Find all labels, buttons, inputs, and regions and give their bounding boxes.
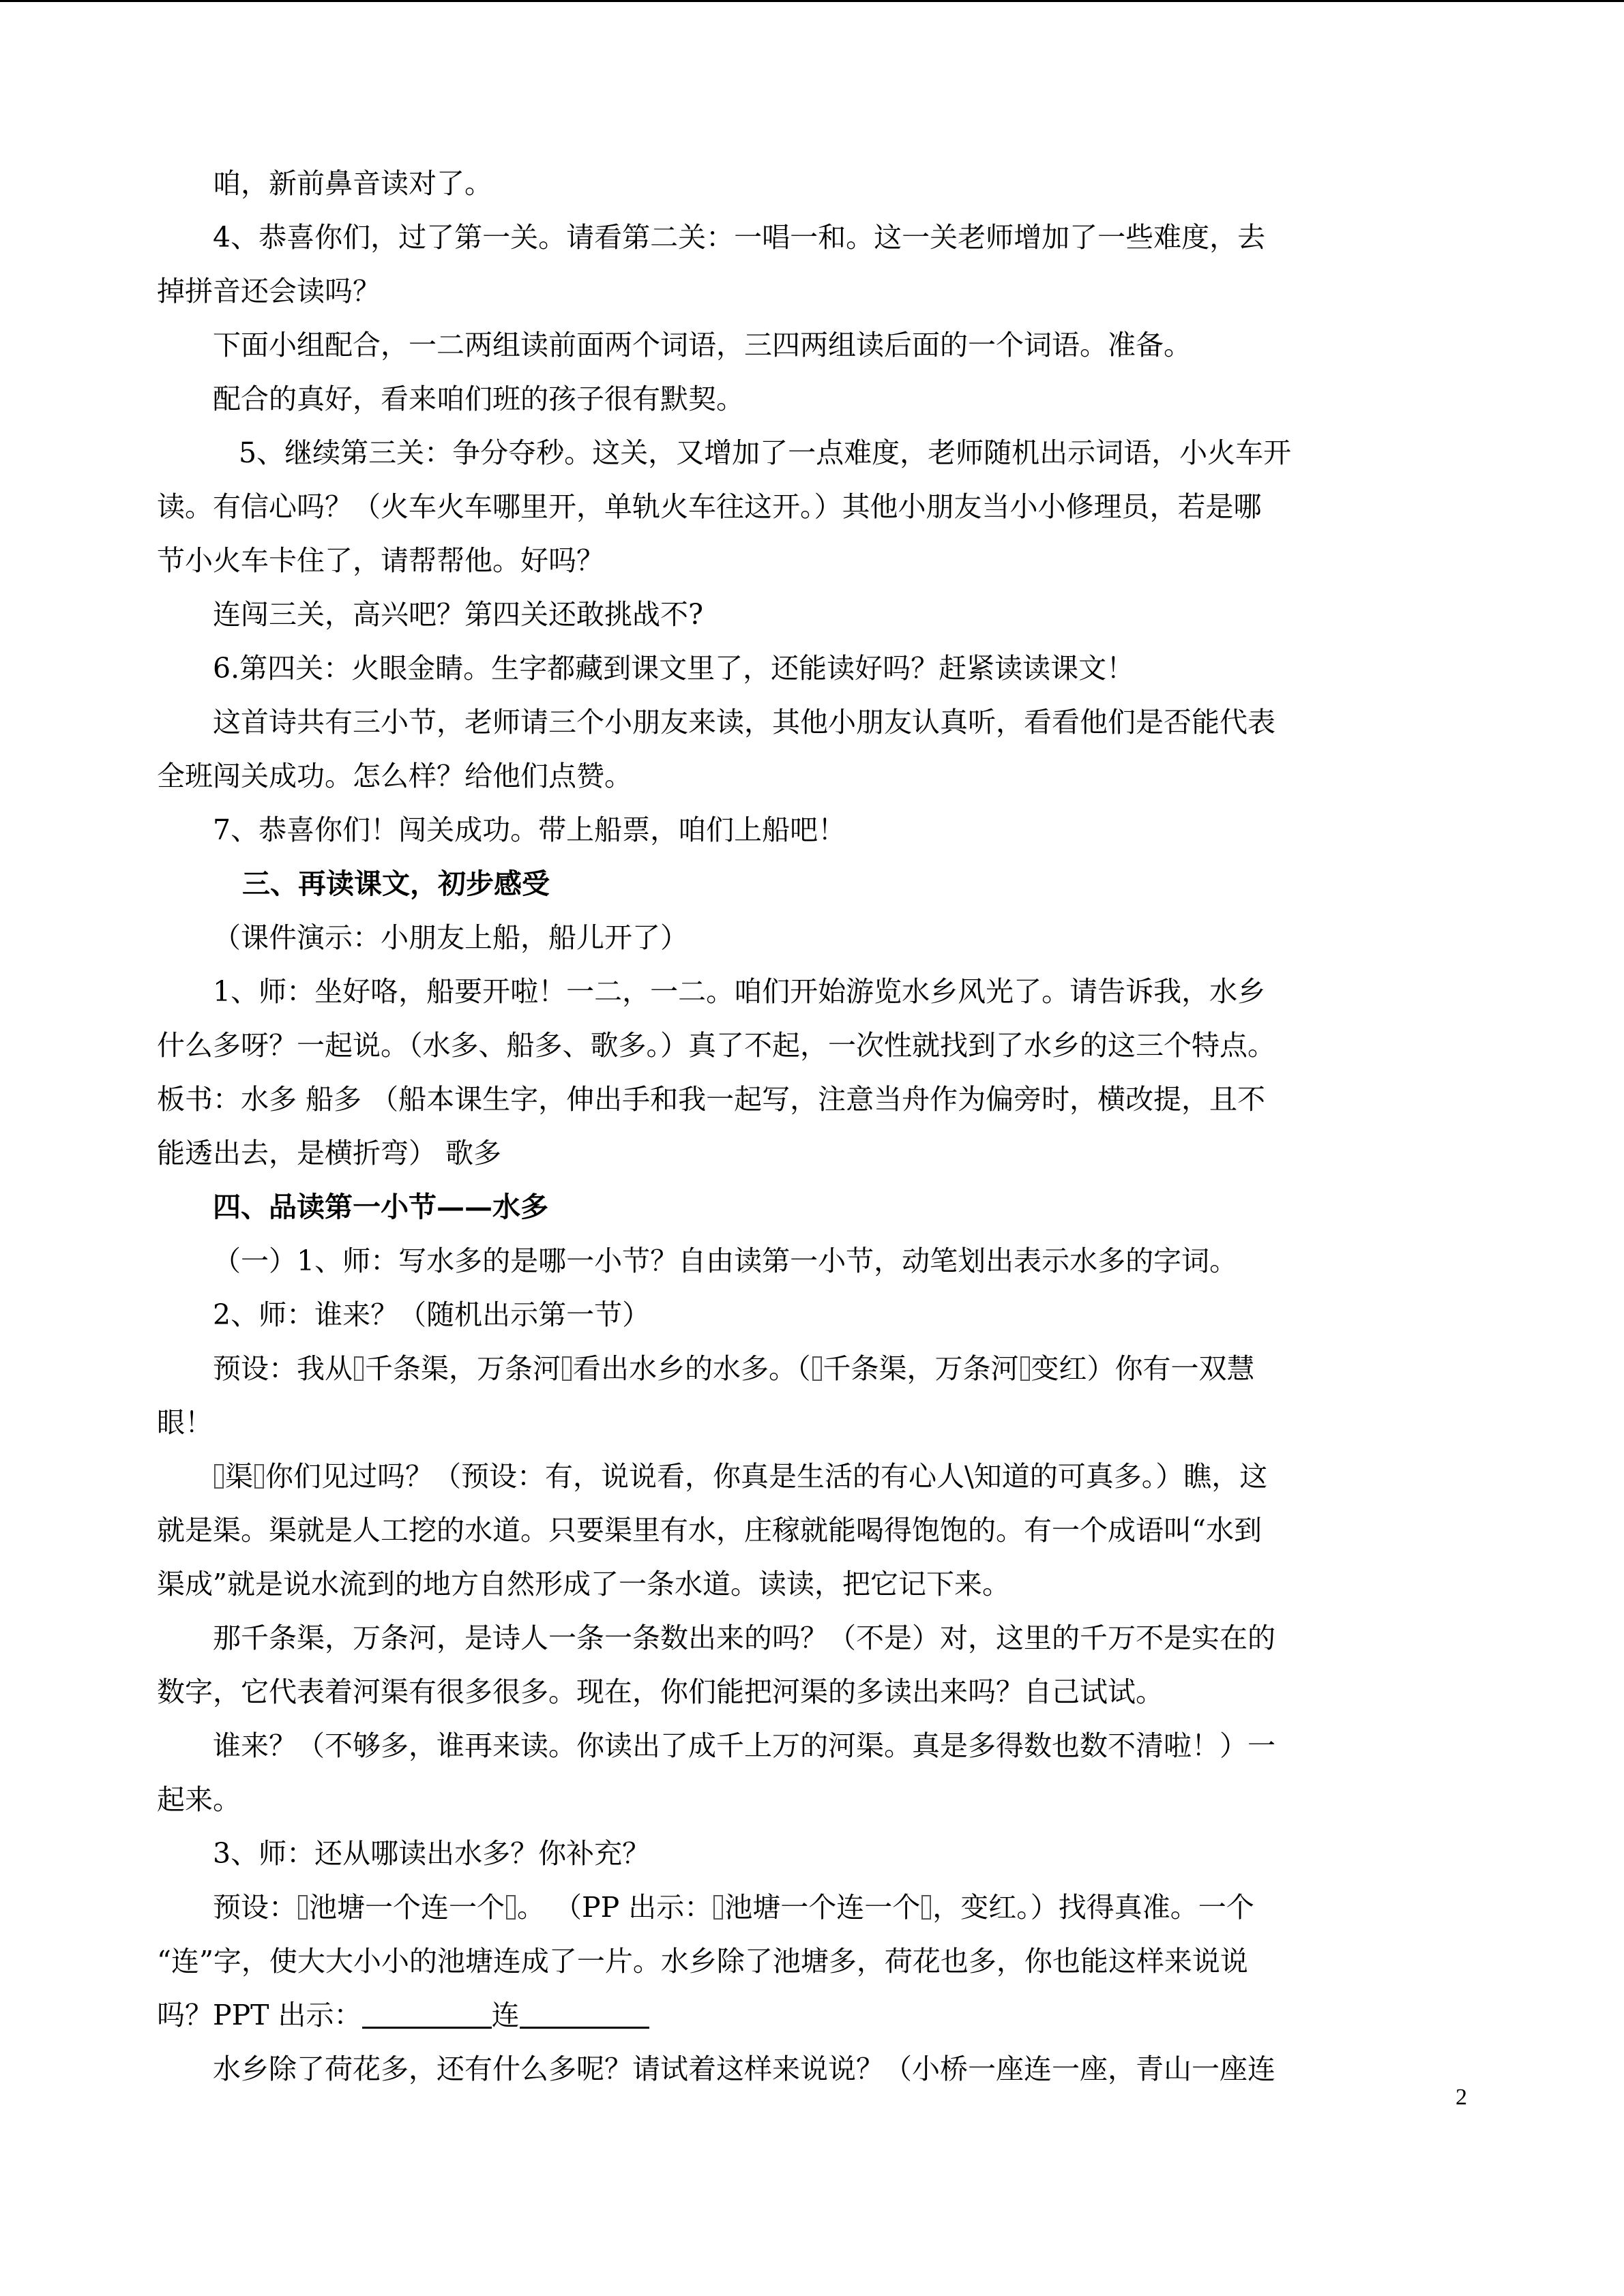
fill-in-blank <box>362 2002 492 2029</box>
paragraph-line: 4、恭喜你们，过了第一关。请看第二关：一唱一和。这一关老师增加了一些难度，去 <box>213 221 1266 254</box>
line-text: 变红）你有一双慧 <box>1031 1352 1255 1385</box>
missing-glyph-box <box>354 1356 364 1381</box>
line-text: ，变红。）找得真准。一个 <box>932 1891 1254 1924</box>
line-text: 千条渠，万条河 <box>365 1352 561 1385</box>
paragraph-line: 掉拼音还会读吗？ <box>157 275 381 308</box>
paragraph-line: 渠成”就是说水流到的地方自然形成了一条水道。读读，把它记下来。 <box>157 1568 1010 1600</box>
line-text: 吗？PPT 出示： <box>157 1999 362 2031</box>
section-heading: 三、再读课文，初步感受 <box>242 867 550 900</box>
missing-glyph-box <box>562 1356 572 1381</box>
missing-glyph-box <box>713 1895 723 1920</box>
paragraph-line: 6.第四关：火眼金睛。生字都藏到课文里了，还能读好吗？赶紧读读课文！ <box>213 652 1135 685</box>
missing-glyph-box <box>921 1895 931 1920</box>
line-text: 看出水乡的水多。（ <box>573 1352 811 1385</box>
missing-glyph-box <box>812 1356 822 1381</box>
paragraph-line: 1、师：坐好咯，船要开啦！一二，一二。咱们开始游览水乡风光了。请告诉我，水乡 <box>213 975 1266 1008</box>
missing-glyph-box <box>254 1464 264 1489</box>
paragraph-line: 那千条渠，万条河，是诗人一条一条数出来的吗？（不是）对，这里的千万不是实在的 <box>213 1622 1275 1654</box>
paragraph-line: （课件演示：小朋友上船，船儿开了） <box>213 921 688 954</box>
paragraph-line: 数字，它代表着河渠有很多很多。现在，你们能把河渠的多读出来吗？自己试试。 <box>157 1675 1164 1708</box>
paragraph-line: 连闯三关，高兴吧？第四关还敢挑战不? <box>213 598 703 631</box>
paragraph-line <box>157 1988 1466 2042</box>
paragraph-line: 5、继续第三关：争分夺秒。这关，又增加了一点难度，老师随机出示词语，小火车开 <box>239 436 1292 469</box>
line-text: 千条渠，万条河 <box>823 1352 1019 1385</box>
fill-in-blank <box>520 2002 649 2029</box>
paragraph-line: 3、师：还从哪读出水多？你补充？ <box>213 1837 651 1870</box>
paragraph-line: 就是渠。渠就是人工挖的水道。只要渠里有水，庄稼就能喝得饱饱的。有一个成语叫“水到 <box>157 1514 1262 1547</box>
line-text: 池塘一个连一个 <box>724 1891 921 1924</box>
paragraph-line: 水乡除了荷花多，还有什么多呢？请试着这样来说说？（小桥一座连一座，青山一座连 <box>213 2053 1275 2085</box>
paragraph-line: 谁来？（不够多，谁再来读。你读出了成千上万的河渠。真是多得数也数不清啦！）一 <box>213 1729 1275 1762</box>
line-text: 你们见过吗？（预设：有，说说看，你真是生活的有心人\知道的可真多。）瞧，这 <box>265 1460 1268 1493</box>
paragraph-line: 全班闯关成功。怎么样？给他们点赞。 <box>157 760 632 792</box>
paragraph-line: 读。有信心吗？（火车火车哪里开，单轨火车往这开。）其他小朋友当小小修理员，若是哪 <box>157 490 1262 523</box>
document-page <box>157 157 1466 2096</box>
paragraph-line: 什么多呀？一起说。（水多、船多、歌多。）真了不起，一次性就找到了水乡的这三个特点。 <box>157 1029 1275 1062</box>
paragraph-line: 眼！ <box>157 1406 213 1439</box>
paragraph-line: （一）1、师：写水多的是哪一小节？自由读第一小节，动笔划出表示水多的字词。 <box>213 1244 1238 1277</box>
section-heading: 四、品读第一小节——水多 <box>213 1191 548 1223</box>
line-text: 池塘一个连一个 <box>309 1891 505 1924</box>
line-text: 连 <box>491 1999 520 2031</box>
paragraph-line: 配合的真好，看来咱们班的孩子很有默契。 <box>213 383 744 415</box>
paragraph-line: 咱，新前鼻音读对了。 <box>213 167 492 200</box>
missing-glyph-box <box>298 1895 308 1920</box>
paragraph-line: 节小火车卡住了，请帮帮他。好吗？ <box>157 544 604 577</box>
missing-glyph-box <box>506 1895 516 1920</box>
line-text: 。 （PP 出示： <box>517 1891 713 1924</box>
top-border-line <box>0 0 1624 2</box>
missing-glyph-box <box>1020 1356 1030 1381</box>
paragraph-line <box>157 1342 1466 1396</box>
paragraph-line: 板书：水多 船多 （船本课生字，伸出手和我一起写，注意当舟作为偏旁时，横改提，且不 <box>157 1083 1266 1116</box>
paragraph-line: “连”字，使大大小小的池塘连成了一片。水乡除了池塘多，荷花也多，你也能这样来说说 <box>157 1945 1248 1978</box>
line-text: 预设： <box>213 1891 297 1924</box>
page-number: 2 <box>1456 2085 1467 2110</box>
paragraph-line: 能透出去，是横折弯） 歌多 <box>157 1137 502 1169</box>
paragraph-line: 7、恭喜你们！闯关成功。带上船票，咱们上船吧！ <box>213 814 846 846</box>
paragraph-line: 起来。 <box>157 1783 241 1816</box>
paragraph-line: 下面小组配合，一二两组读前面两个词语，三四两组读后面的一个词语。准备。 <box>213 329 1192 361</box>
line-text: 预设：我从 <box>213 1352 353 1385</box>
line-text: 渠 <box>225 1460 253 1493</box>
paragraph-line <box>157 1450 1466 1504</box>
paragraph-line: 2、师：谁来？（随机出示第一节） <box>213 1298 651 1331</box>
paragraph-line <box>157 1881 1466 1935</box>
paragraph-line: 这首诗共有三小节，老师请三个小朋友来读，其他小朋友认真听，看看他们是否能代表 <box>213 706 1275 739</box>
missing-glyph-box <box>214 1464 224 1489</box>
